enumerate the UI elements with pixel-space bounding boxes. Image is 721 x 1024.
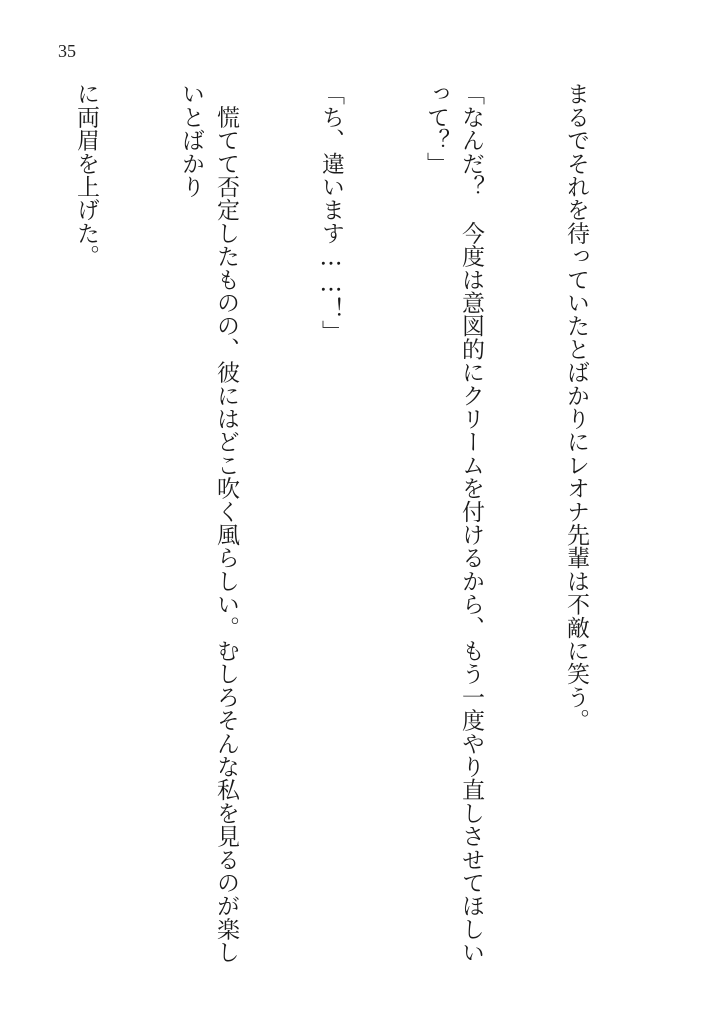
page-number: 35 [58, 41, 76, 61]
text-line: 慌てて否定したものの、彼にはどこ吹く風らしい。むしろそんな私を見るのが楽しいとばかり [178, 82, 239, 964]
text-line: 「なんだ？ 今度は意図的にクリームを付けるから、もう一度やり直しさせてほしいって？」 [423, 82, 484, 964]
text-line: に両眉を上げた。 [73, 82, 99, 268]
body-text [0, 82, 663, 982]
text-line: まるでそれを待っていたとばかりにレオナ先輩は不敵に笑う。 [563, 82, 589, 732]
text-line: 「ち、違います……！」 [318, 82, 344, 344]
